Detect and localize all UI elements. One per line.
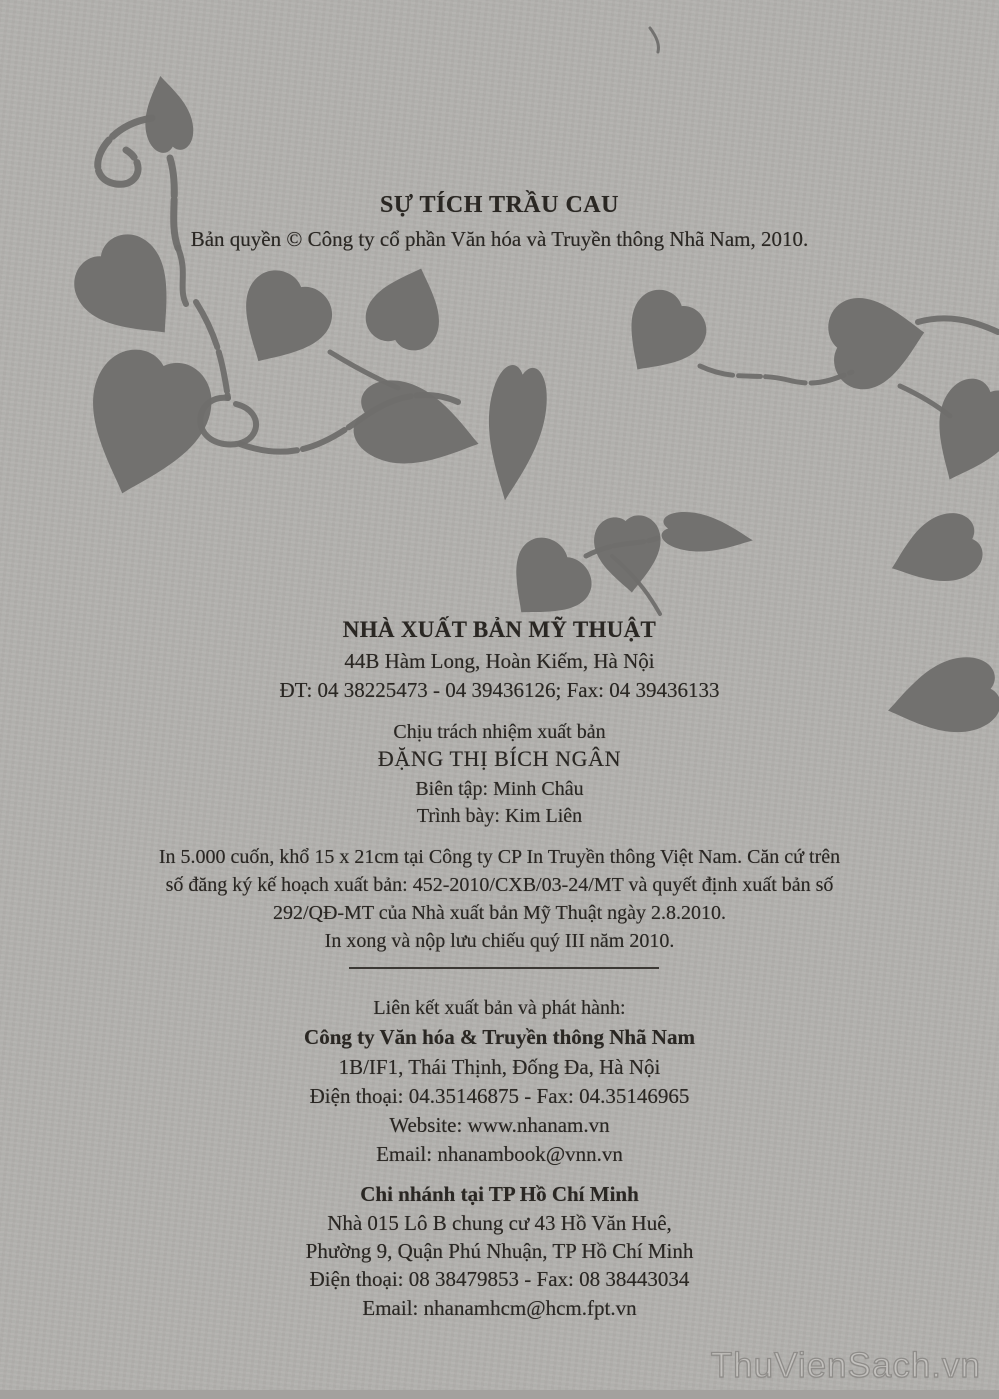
betel-leaf-shape <box>915 370 999 496</box>
betel-leaf-shape <box>592 514 665 596</box>
publisher-address: 44B Hàm Long, Hoàn Kiếm, Hà Nội <box>344 649 655 673</box>
betel-leaf-shape <box>137 72 197 155</box>
copyright-line: Bản quyền © Công ty cổ phần Văn hóa và Truyền thông Nhã Nam, 2010. <box>190 227 809 251</box>
editor-line: Biên tập: Minh Châu <box>415 778 584 800</box>
publisher-name: NHÀ XUẤT BẢN MỸ THUẬT <box>342 617 657 642</box>
branch-email: Email: nhanamhcm@hcm.fpt.vn <box>362 1296 637 1320</box>
distributor-address: 1B/IF1, Thái Thịnh, Đống Đa, Hà Nội <box>338 1055 661 1079</box>
print-info-line: 292/QĐ-MT của Nhà xuất bản Mỹ Thuật ngày 2.8.2010. <box>272 902 727 924</box>
betel-leaf-shape <box>347 372 489 483</box>
vine-stem <box>918 318 998 332</box>
vine-stem <box>330 352 398 388</box>
betel-leaf-shape <box>660 509 756 560</box>
distributor-company-name: Công ty Văn hóa & Truyền thông Nhã Nam <box>304 1025 695 1049</box>
print-info-line: số đăng ký kế hoạch xuất bản: 452-2010/CXB/03-24/MT và quyết định xuất bản số <box>165 874 834 896</box>
distributor-heading: Liên kết xuất bản và phát hành: <box>373 997 626 1019</box>
responsibility-heading: Chịu trách nhiệm xuất bản <box>393 721 606 743</box>
print-info-line: In xong và nộp lưu chiếu quý III năm 2010. <box>324 930 675 952</box>
branch-phone-fax: Điện thoại: 08 38479853 - Fax: 08 38443034 <box>309 1267 690 1291</box>
section-divider-rule <box>349 967 659 969</box>
vine-stem <box>900 386 950 416</box>
vine-stem <box>178 248 186 304</box>
distributor-email: Email: nhanambook@vnn.vn <box>376 1142 623 1166</box>
publisher-phone-fax: ĐT: 04 38225473 - 04 39436126; Fax: 04 39436133 <box>279 678 720 702</box>
betel-leaf-shape <box>359 256 456 357</box>
vine-stem <box>700 366 852 383</box>
betel-leaf-shape <box>220 260 342 383</box>
print-info-line: In 5.000 cuốn, khổ 15 x 21cm tại Công ty CP In Truyền thông Việt Nam. Căn cứ trên <box>158 846 841 868</box>
branch-address-line1: Nhà 015 Lô B chung cư 43 Hồ Văn Huê, <box>327 1211 672 1235</box>
branch-address-line2: Phường 9, Quận Phú Nhuận, TP Hồ Chí Minh <box>305 1239 694 1263</box>
vine-stem <box>98 118 152 184</box>
bottom-scan-band <box>0 1390 999 1399</box>
layout-designer-line: Trình bày: Kim Liên <box>416 805 583 827</box>
distributor-website: Website: www.nhanam.vn <box>389 1113 610 1137</box>
publishing-director-name: ĐẶNG THỊ BÍCH NGÂN <box>377 746 622 771</box>
betel-leaf-shape <box>477 363 551 505</box>
book-title: SỰ TÍCH TRẦU CAU <box>380 192 619 218</box>
branch-heading: Chi nhánh tại TP Hồ Chí Minh <box>360 1182 639 1206</box>
vine-stem-loop <box>200 398 256 445</box>
distributor-phone-fax: Điện thoại: 04.35146875 - Fax: 04.35146965 <box>309 1084 690 1108</box>
site-watermark: ThuVienSach.vn <box>710 1346 981 1385</box>
betel-leaf-shape <box>606 280 716 392</box>
betel-leaf-shape <box>881 506 989 600</box>
vine-stem <box>650 28 659 52</box>
